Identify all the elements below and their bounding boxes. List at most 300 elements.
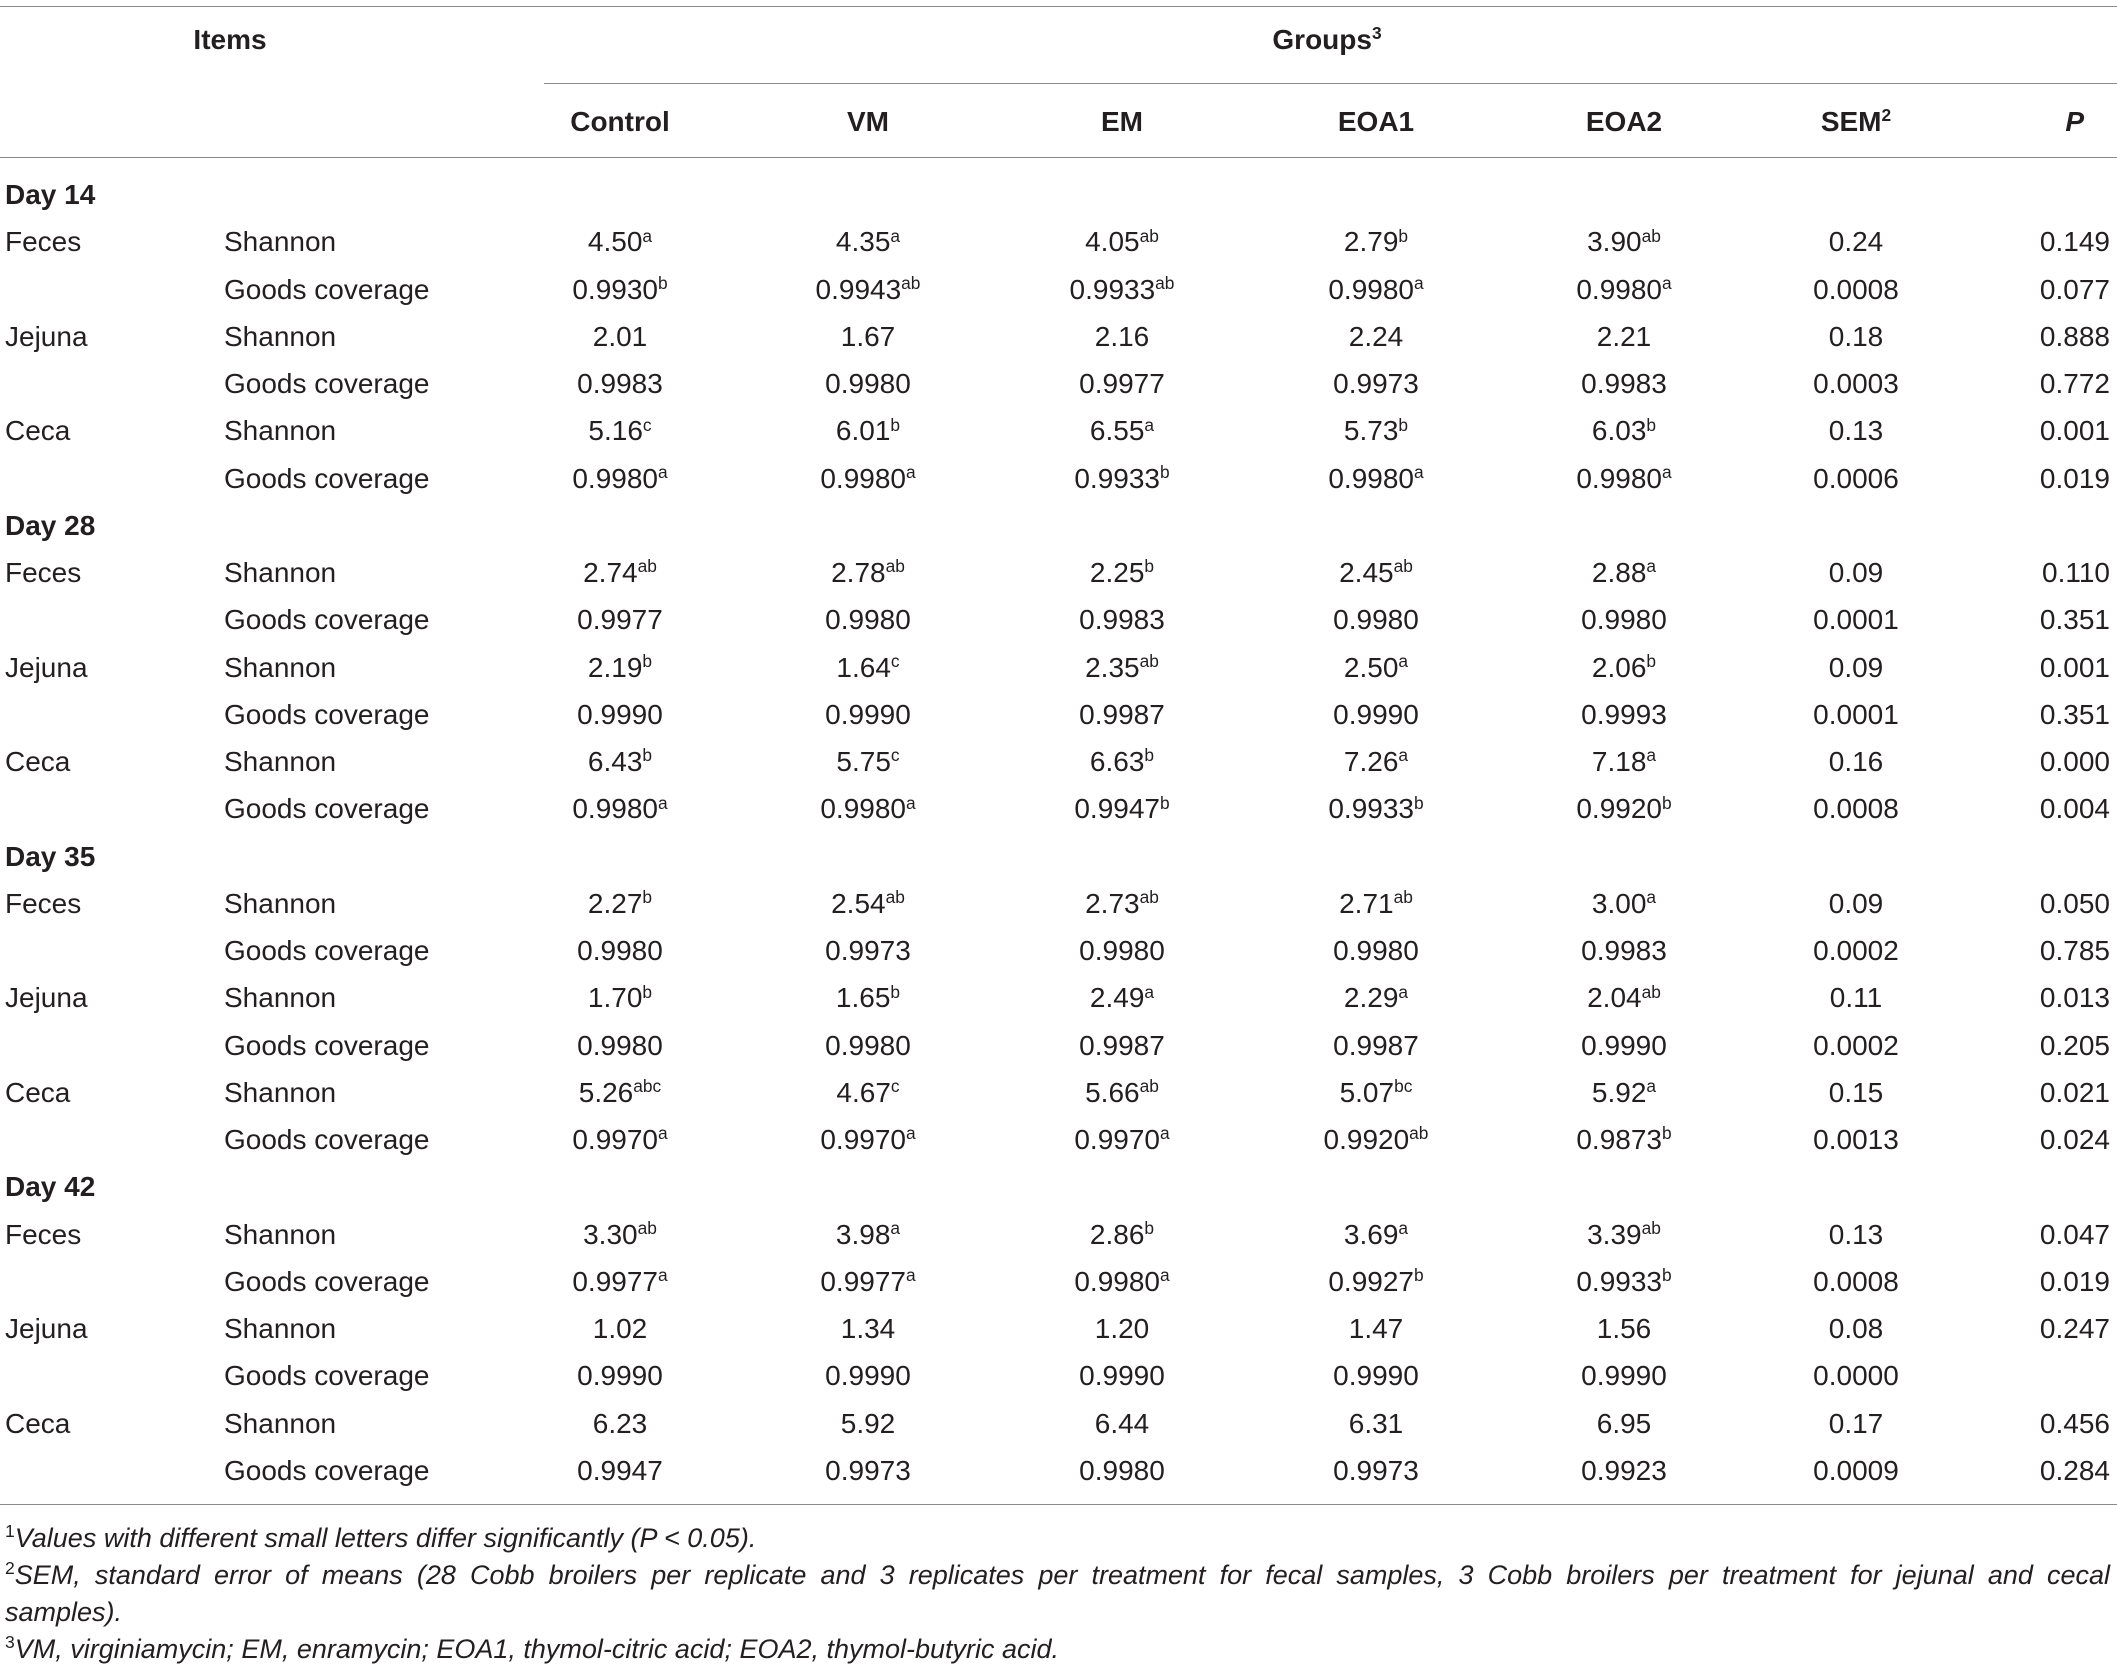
column-header-label: VM (847, 106, 889, 137)
value-number: 0.9983 (577, 368, 663, 399)
significance-letter: a (1398, 745, 1409, 766)
p-value: 0.000 (2039, 746, 2110, 777)
significance-letter: c (642, 414, 652, 435)
tissue-label: Ceca (5, 746, 71, 777)
value-number: 7.26 (1343, 746, 1399, 777)
value-number: 3.98 (835, 1218, 891, 1250)
table-row (0, 549, 2117, 596)
value-number: 2.19 (587, 651, 643, 683)
column-header-row (0, 86, 2117, 158)
p-value: 0.284 (2039, 1454, 2110, 1486)
value-cell-vm (740, 360, 996, 407)
footnote (5, 1520, 2110, 1557)
value-number: 2.71 (1339, 887, 1394, 919)
p-value: 0.001 (2039, 415, 2110, 447)
value-number: 0.9920 (1576, 793, 1662, 825)
value-cell-control (500, 974, 740, 1021)
value-cell-control (500, 1400, 740, 1447)
value-number: 0.9980 (1333, 604, 1419, 636)
significance-letter: c (890, 1076, 900, 1097)
significance-letter: abc (633, 1076, 662, 1097)
value-number: 3.69 (1343, 1218, 1399, 1250)
sem-value: 0.0008 (1813, 273, 1899, 305)
value-number: 0.9990 (1333, 698, 1419, 730)
value-number: 3.39 (1587, 1218, 1642, 1250)
significance-letter: ab (1393, 556, 1413, 577)
p-value: 0.888 (2039, 320, 2110, 352)
significance-letter: ab (1139, 225, 1159, 246)
value-number: 4.67 (836, 1076, 891, 1108)
significance-letter: ab (1641, 225, 1661, 246)
column-header-sup: 2 (1881, 105, 1892, 126)
value-number: 0.9980 (1074, 1265, 1160, 1297)
metric-label: Goods coverage (224, 368, 430, 399)
value-number: 2.54 (831, 887, 886, 919)
tissue-label: Feces (5, 557, 82, 588)
tissue-label: Feces (5, 1218, 82, 1250)
value-number: 0.9930 (572, 273, 658, 305)
tissue-label (0, 691, 215, 738)
sem-value: 0.0000 (1813, 1360, 1899, 1392)
significance-letter: c (890, 650, 900, 671)
value-number: 0.9980 (1581, 604, 1667, 636)
significance-letter: b (642, 981, 653, 1002)
value-cell-control (500, 1258, 740, 1305)
p-value: 0.247 (2039, 1313, 2110, 1344)
significance-letter: a (1144, 981, 1155, 1002)
value-cell-eoa2 (1504, 455, 1744, 502)
p-value: 0.021 (2039, 1076, 2110, 1108)
value-cell-eoa1 (1248, 1258, 1504, 1305)
value-cell-control (500, 549, 740, 596)
tissue-label (0, 1116, 215, 1163)
value-cell-eoa1 (1248, 1022, 1504, 1069)
significance-letter: a (657, 461, 668, 482)
value-number: 1.34 (840, 1313, 896, 1344)
tissue-label: Jejuna (5, 651, 88, 683)
value-cell-eoa2 (1504, 691, 1744, 738)
value-cell-eoa2 (1504, 880, 1744, 927)
value-cell-em (996, 1022, 1248, 1069)
value-cell-eoa2 (1504, 974, 1744, 1021)
value-cell-em (996, 596, 1248, 643)
tissue-label: Feces (5, 887, 82, 919)
value-number: 0.9873 (1576, 1124, 1662, 1155)
value-cell-em (996, 691, 1248, 738)
section-header-row (0, 1163, 2117, 1210)
significance-letter: b (1413, 792, 1424, 813)
table-row (0, 691, 2117, 738)
p-value: 0.004 (2039, 793, 2110, 825)
footnote-text: SEM, standard error of means (28 Cobb broilers per replicate and 3 replicates per treatment for fecal samples, 3 Cobb broilers per treatment for jejunal and cecal samples). (5, 1560, 2110, 1627)
value-number: 1.47 (1348, 1313, 1404, 1344)
value-cell-em (996, 1400, 1248, 1447)
p-value (1968, 1352, 2117, 1399)
value-cell-eoa2 (1504, 738, 1744, 785)
tissue-label (0, 1258, 215, 1305)
significance-letter: a (905, 461, 916, 482)
metric-label: Goods coverage (224, 1360, 430, 1392)
significance-letter: ab (1139, 887, 1159, 908)
value-cell-vm (740, 691, 996, 738)
value-number: 2.27 (587, 887, 643, 919)
metric-label: Goods coverage (224, 698, 430, 730)
value-cell-eoa1 (1248, 1211, 1504, 1258)
value-number: 0.9933 (1074, 462, 1160, 494)
p-value: 0.456 (2039, 1407, 2110, 1439)
value-number: 6.03 (1591, 415, 1647, 447)
value-cell-eoa2 (1504, 549, 1744, 596)
table-row (0, 1400, 2117, 1447)
significance-letter: a (1661, 461, 1672, 482)
footnote (5, 1631, 2110, 1668)
value-cell-eoa1 (1248, 1069, 1504, 1116)
column-header-label: P (2065, 106, 2084, 137)
value-cell-eoa1 (1248, 1400, 1504, 1447)
tissue-label: Ceca (5, 1076, 71, 1108)
significance-letter: ab (885, 556, 905, 577)
value-number: 2.78 (831, 557, 886, 588)
value-cell-em (996, 218, 1248, 265)
column-header-label: EOA2 (1585, 106, 1663, 137)
value-cell-eoa2 (1504, 1400, 1744, 1447)
value-cell-eoa1 (1248, 1447, 1504, 1494)
metric-label: Shannon (224, 887, 337, 919)
value-number: 0.9933 (1069, 273, 1156, 305)
value-number: 0.9973 (825, 935, 911, 966)
table-rule-header (0, 157, 2117, 158)
metric-label: Goods coverage (224, 1124, 430, 1155)
value-number: 5.07 (1339, 1076, 1395, 1108)
p-value: 0.772 (2039, 368, 2110, 399)
value-number: 0.9970 (572, 1124, 658, 1155)
value-cell-em (996, 455, 1248, 502)
significance-letter: b (1413, 1265, 1424, 1286)
significance-letter: ab (1641, 981, 1661, 1002)
tissue-label (0, 1022, 215, 1069)
value-number: 0.9980 (1328, 273, 1414, 305)
metric-label: Shannon (224, 651, 337, 683)
significance-letter: b (1159, 792, 1170, 813)
value-cell-eoa1 (1248, 1305, 1504, 1352)
significance-letter: a (890, 225, 901, 246)
value-cell-em (996, 1211, 1248, 1258)
value-number: 6.31 (1348, 1407, 1404, 1439)
value-number: 0.9990 (1079, 1360, 1165, 1392)
value-number: 5.16 (588, 415, 643, 447)
value-number: 0.9980 (577, 1029, 663, 1061)
value-number: 4.50 (587, 226, 643, 258)
value-cell-control (500, 1069, 740, 1116)
value-cell-vm (740, 218, 996, 265)
significance-letter: b (1398, 414, 1409, 435)
value-cell-control (500, 455, 740, 502)
significance-letter: b (1398, 225, 1409, 246)
value-cell-control (500, 785, 740, 832)
value-cell-eoa1 (1248, 1352, 1504, 1399)
value-number: 0.9987 (1333, 1029, 1419, 1061)
value-cell-control (500, 691, 740, 738)
significance-letter: bc (1394, 1076, 1413, 1097)
value-number: 6.55 (1089, 415, 1145, 447)
p-value: 0.019 (2039, 1265, 2110, 1297)
tissue-label: Jejuna (5, 982, 88, 1014)
column-header-sem (1744, 86, 1968, 158)
value-number: 0.9983 (1581, 368, 1667, 399)
metric-label: Shannon (224, 746, 337, 777)
value-cell-eoa1 (1248, 785, 1504, 832)
tissue-label (0, 596, 215, 643)
value-cell-vm (740, 407, 996, 454)
value-cell-vm (740, 785, 996, 832)
value-number: 0.9977 (572, 1265, 658, 1297)
table-row (0, 785, 2117, 832)
value-cell-control (500, 596, 740, 643)
value-number: 0.9980 (577, 935, 663, 966)
table-row (0, 596, 2117, 643)
table-row (0, 644, 2117, 691)
table-row (0, 266, 2117, 313)
sem-value: 0.13 (1828, 1218, 1884, 1250)
significance-letter: b (890, 414, 901, 435)
sem-value: 0.0006 (1813, 462, 1899, 494)
metric-label: Shannon (224, 1313, 337, 1344)
significance-letter: a (1646, 1076, 1657, 1097)
metric-label: Shannon (224, 982, 337, 1014)
value-cell-eoa2 (1504, 1022, 1744, 1069)
column-header-label: EM (1101, 106, 1143, 137)
tissue-label: Jejuna (5, 1313, 88, 1344)
sem-value: 0.16 (1828, 746, 1884, 777)
p-value: 0.351 (2039, 698, 2110, 730)
value-cell-em (996, 1258, 1248, 1305)
day-label: Day 28 (5, 509, 96, 541)
value-cell-eoa1 (1248, 549, 1504, 596)
table-row (0, 1116, 2117, 1163)
column-header-em (996, 86, 1248, 158)
value-number: 5.92 (1591, 1076, 1647, 1108)
value-number: 1.67 (840, 320, 896, 352)
significance-letter: a (657, 1265, 668, 1286)
sem-value: 0.09 (1828, 887, 1884, 919)
metric-label: Shannon (224, 320, 337, 352)
metric-label: Shannon (224, 1407, 337, 1439)
value-cell-eoa2 (1504, 785, 1744, 832)
metric-label: Shannon (224, 557, 337, 588)
value-number: 6.23 (592, 1407, 648, 1439)
value-cell-eoa2 (1504, 266, 1744, 313)
significance-letter: b (642, 745, 653, 766)
value-number: 0.9980 (1576, 273, 1662, 305)
value-number: 0.9977 (820, 1265, 906, 1297)
value-cell-control (500, 1211, 740, 1258)
value-number: 1.70 (587, 982, 643, 1014)
significance-letter: ab (901, 272, 921, 293)
significance-letter: a (905, 1265, 916, 1286)
value-cell-vm (740, 266, 996, 313)
significance-letter: a (1159, 1265, 1170, 1286)
value-number: 0.9977 (577, 604, 663, 636)
metric-label: Shannon (224, 1218, 337, 1250)
column-header-eoa1 (1248, 86, 1504, 158)
significance-letter: ab (1139, 1076, 1159, 1097)
value-cell-em (996, 1352, 1248, 1399)
value-number: 2.74 (583, 557, 638, 588)
value-number: 1.65 (835, 982, 891, 1014)
value-number: 0.9987 (1079, 698, 1165, 730)
significance-letter: b (1661, 1123, 1672, 1144)
significance-letter: a (657, 1123, 668, 1144)
value-number: 0.9980 (1333, 935, 1419, 966)
groups-header-label: Groups (1272, 24, 1372, 55)
column-header-vm (740, 86, 996, 158)
p-value: 0.351 (2039, 604, 2110, 636)
value-number: 0.9973 (1333, 1454, 1419, 1486)
value-number: 0.9980 (572, 462, 658, 494)
value-number: 5.73 (1343, 415, 1399, 447)
significance-letter: ab (1641, 1217, 1661, 1238)
table-row (0, 927, 2117, 974)
significance-letter: a (1646, 556, 1657, 577)
value-number: 0.9990 (577, 1360, 663, 1392)
value-number: 2.45 (1339, 557, 1394, 588)
value-cell-eoa2 (1504, 360, 1744, 407)
value-cell-control (500, 407, 740, 454)
value-cell-control (500, 1352, 740, 1399)
value-cell-eoa2 (1504, 1069, 1744, 1116)
value-number: 0.9983 (1581, 935, 1667, 966)
sem-value: 0.17 (1828, 1407, 1884, 1439)
value-number: 2.88 (1591, 557, 1647, 588)
table-row (0, 1447, 2117, 1494)
footnote-text: VM, virginiamycin; EM, enramycin; EOA1, thymol-citric acid; EOA2, thymol-butyric acid. (14, 1634, 1060, 1664)
tissue-label (0, 455, 215, 502)
value-cell-em (996, 880, 1248, 927)
significance-letter: b (1159, 461, 1170, 482)
significance-letter: ab (885, 887, 905, 908)
value-number: 0.9980 (820, 793, 906, 825)
sem-value: 0.0013 (1813, 1124, 1899, 1155)
value-number: 6.44 (1094, 1407, 1150, 1439)
day-label: Day 35 (5, 840, 96, 872)
metric-label: Shannon (224, 1076, 337, 1108)
table-rule-bottom (0, 1504, 2117, 1505)
metric-label: Shannon (224, 415, 337, 447)
metric-label: Goods coverage (224, 1265, 430, 1297)
value-cell-em (996, 313, 1248, 360)
value-number: 0.9923 (1581, 1454, 1667, 1486)
table-row (0, 738, 2117, 785)
value-number: 0.9980 (1576, 462, 1662, 494)
table-row (0, 1022, 2117, 1069)
groups-header-sup: 3 (1371, 23, 1382, 44)
p-value: 0.013 (2039, 982, 2110, 1014)
value-number: 3.30 (583, 1218, 638, 1250)
value-number: 0.9970 (820, 1124, 906, 1155)
value-cell-vm (740, 1211, 996, 1258)
p-value: 0.785 (2039, 935, 2110, 966)
value-cell-control (500, 1116, 740, 1163)
table-row (0, 313, 2117, 360)
value-number: 3.00 (1591, 887, 1647, 919)
day-label: Day 14 (5, 179, 96, 210)
significance-letter: b (642, 887, 653, 908)
metric-label: Shannon (224, 226, 337, 258)
footnote (5, 1557, 2110, 1631)
significance-letter: b (1144, 745, 1155, 766)
value-number: 0.9990 (1581, 1360, 1667, 1392)
value-number: 2.16 (1094, 320, 1150, 352)
value-cell-em (996, 785, 1248, 832)
value-cell-eoa2 (1504, 596, 1744, 643)
value-cell-vm (740, 1069, 996, 1116)
table-row (0, 974, 2117, 1021)
value-cell-vm (740, 1258, 996, 1305)
sem-value: 0.08 (1828, 1313, 1884, 1344)
value-number: 0.9980 (825, 368, 911, 399)
value-number: 1.20 (1094, 1313, 1150, 1344)
significance-letter: a (905, 792, 916, 813)
value-number: 2.06 (1591, 651, 1647, 683)
value-number: 6.95 (1596, 1407, 1652, 1439)
value-cell-eoa2 (1504, 1447, 1744, 1494)
value-number: 5.26 (578, 1076, 634, 1108)
value-cell-control (500, 360, 740, 407)
value-number: 0.9933 (1576, 1265, 1662, 1297)
significance-letter: b (1646, 414, 1657, 435)
table-row (0, 880, 2117, 927)
table-row (0, 360, 2117, 407)
value-cell-eoa2 (1504, 1305, 1744, 1352)
value-cell-em (996, 1069, 1248, 1116)
significance-letter: a (1144, 414, 1155, 435)
significance-letter: b (1646, 650, 1657, 671)
significance-letter: ab (637, 1217, 657, 1238)
p-value: 0.205 (2039, 1029, 2110, 1061)
value-cell-eoa1 (1248, 1116, 1504, 1163)
value-cell-eoa2 (1504, 644, 1744, 691)
value-number: 2.01 (592, 320, 648, 352)
section-header-row (0, 502, 2117, 549)
value-number: 0.9980 (825, 1029, 911, 1061)
value-cell-eoa1 (1248, 738, 1504, 785)
value-cell-eoa2 (1504, 927, 1744, 974)
value-number: 0.9947 (1074, 793, 1160, 825)
significance-letter: a (1646, 887, 1657, 908)
value-cell-vm (740, 974, 996, 1021)
value-cell-vm (740, 1022, 996, 1069)
value-cell-em (996, 974, 1248, 1021)
significance-letter: a (905, 1123, 916, 1144)
p-value: 0.149 (2039, 226, 2110, 258)
value-number: 6.63 (1089, 746, 1145, 777)
value-number: 0.9933 (1328, 793, 1414, 825)
value-cell-eoa2 (1504, 218, 1744, 265)
value-number: 0.9980 (820, 462, 906, 494)
metric-label: Goods coverage (224, 273, 430, 305)
value-number: 0.9987 (1079, 1029, 1165, 1061)
value-cell-eoa1 (1248, 596, 1504, 643)
sem-value: 0.0003 (1813, 368, 1899, 399)
column-header-control (500, 86, 740, 158)
significance-letter: c (890, 745, 900, 766)
value-cell-control (500, 644, 740, 691)
value-number: 0.9990 (825, 1360, 911, 1392)
value-number: 0.9980 (572, 793, 658, 825)
column-header-p (1968, 86, 2117, 158)
metric-label: Goods coverage (224, 1454, 430, 1486)
items-header (0, 7, 460, 73)
